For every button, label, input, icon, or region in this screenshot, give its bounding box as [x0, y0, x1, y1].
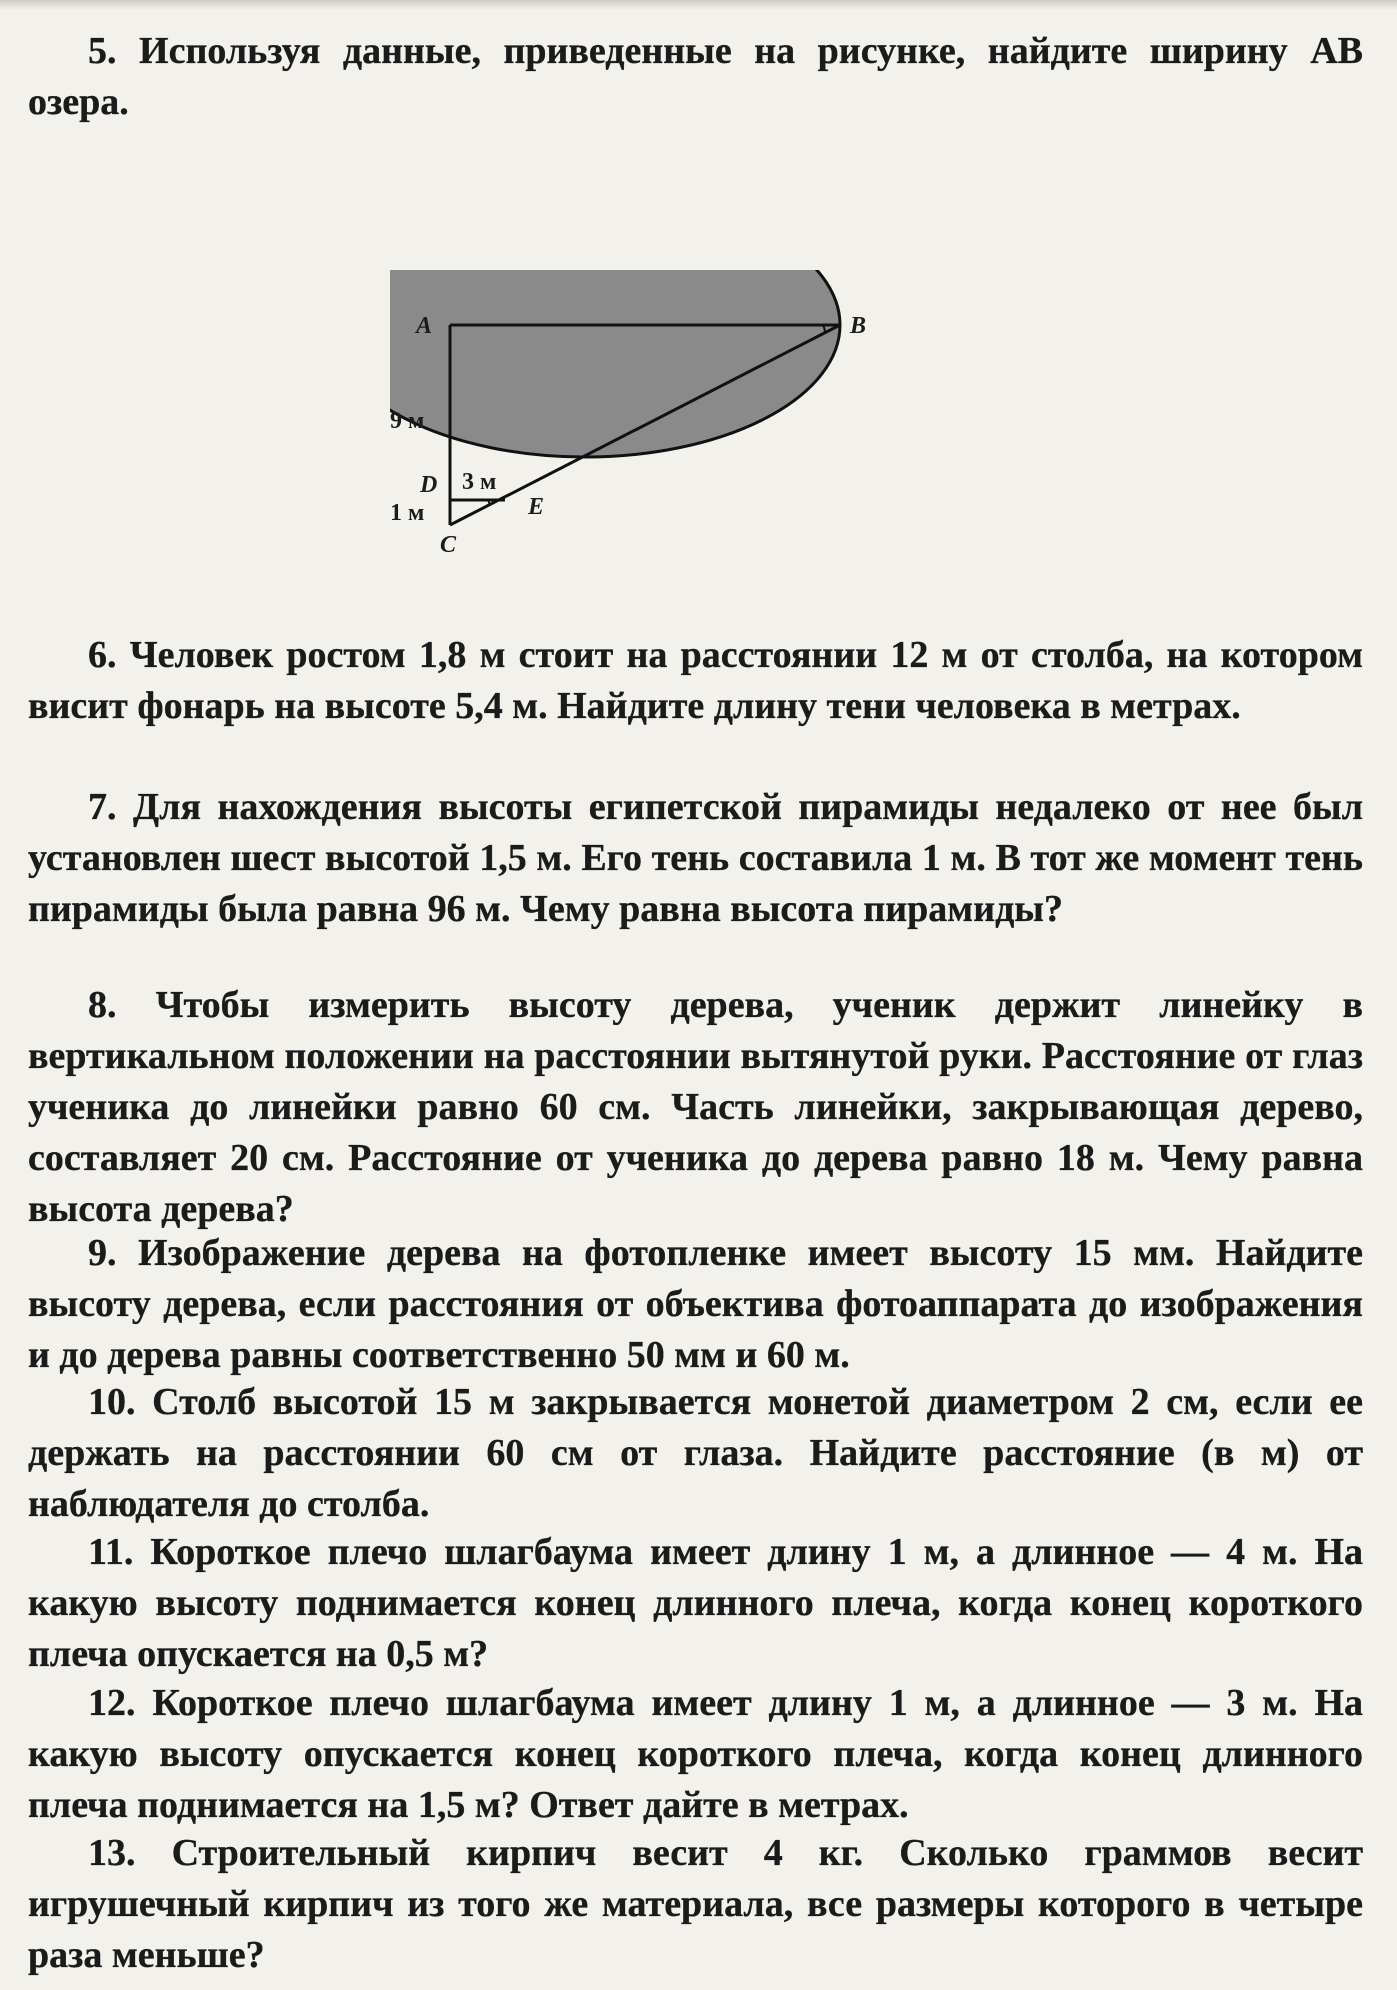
label-c: C: [440, 532, 457, 558]
problem-number: 5.: [88, 30, 117, 72]
label-d: D: [420, 472, 438, 498]
problem-text: Строительный кирпич весит 4 кг. Сколько граммов весит игрушечный кирпич из того же материала, все размеры которого в четыре раза меньше?: [28, 1832, 1363, 1976]
problem-text: Короткое плечо шлагбаума имеет длину 1 м, а длинное — 3 м. На какую высоту опускается конец короткого плеча, когда конец длинного плеча поднимается на 1,5 м? Ответ дайте в метрах.: [28, 1682, 1363, 1826]
problem-11: [28, 1527, 1363, 1680]
problem-8: [28, 980, 1363, 1235]
problem-number: 10.: [88, 1381, 136, 1423]
problem-number: 7.: [88, 786, 117, 828]
problem-13: [28, 1828, 1363, 1981]
label-b: B: [850, 313, 867, 339]
problem-number: 9.: [88, 1232, 117, 1274]
page-top-edge: [0, 0, 1397, 10]
problem-number: 13.: [88, 1832, 136, 1874]
problem-number: 12.: [88, 1682, 136, 1724]
problem-text: Короткое плечо шлагбаума имеет длину 1 м, а длинное — 4 м. На какую высоту поднимается конец длинного плеча, когда конец короткого плеча опускается на 0,5 м?: [28, 1531, 1364, 1675]
problem-6: [28, 630, 1363, 732]
lake-diagram: [390, 270, 1030, 570]
label-1m: 1 м: [390, 500, 425, 526]
problem-text: Изображение дерева на фотопленке имеет высоту 15 мм. Найдите высоту дерева, если расстояния от объектива фотоаппарата до изображения и до дерева равны соответственно 50 мм и 60 м.: [28, 1232, 1364, 1376]
problem-text: Для нахождения высоты египетской пирамиды недалеко от нее был установлен шест высотой 1,5 м. Его тень составила 1 м. В тот же момент тень пирамиды была равна 96 м. Чему равна высота пирамиды?: [28, 786, 1364, 930]
problem-12: [28, 1678, 1363, 1831]
problem-10: [28, 1377, 1363, 1530]
problem-text: Столб высотой 15 м закрывается монетой диаметром 2 см, если ее держать на расстоянии 60 см от глаза. Найдите расстояние (в м) от наблюдателя до столба.: [28, 1381, 1363, 1525]
problem-number: 8.: [88, 984, 117, 1026]
problem-7: [28, 782, 1363, 935]
problem-5: [28, 26, 1363, 128]
problem-text: Человек ростом 1,8 м стоит на расстоянии 12 м от столба, на котором висит фонарь на высоте 5,4 м. Найдите длину тени человека в метрах.: [28, 634, 1363, 727]
problem-text: Используя данные, приведенные на рисунке, найдите ширину AB озера.: [28, 30, 1364, 123]
label-a: A: [416, 313, 433, 339]
problem-number: 6.: [88, 634, 117, 676]
problem-text: Чтобы измерить высоту дерева, ученик держит линейку в вертикальном положении на расстоянии вытянутой руки. Расстояние от глаз ученика до линейки равно 60 см. Часть линейки, закрывающая дерево, составляет 20 см. Расстояние от ученика до дерева равно 18 м. Чему равна высота дерева?: [28, 984, 1363, 1230]
problem-9: [28, 1228, 1363, 1381]
lake-ellipse: [390, 270, 840, 457]
label-9m: 9 м: [390, 408, 425, 434]
label-e: E: [528, 494, 545, 520]
label-3m: 3 м: [462, 469, 497, 495]
problem-number: 11.: [88, 1531, 134, 1573]
